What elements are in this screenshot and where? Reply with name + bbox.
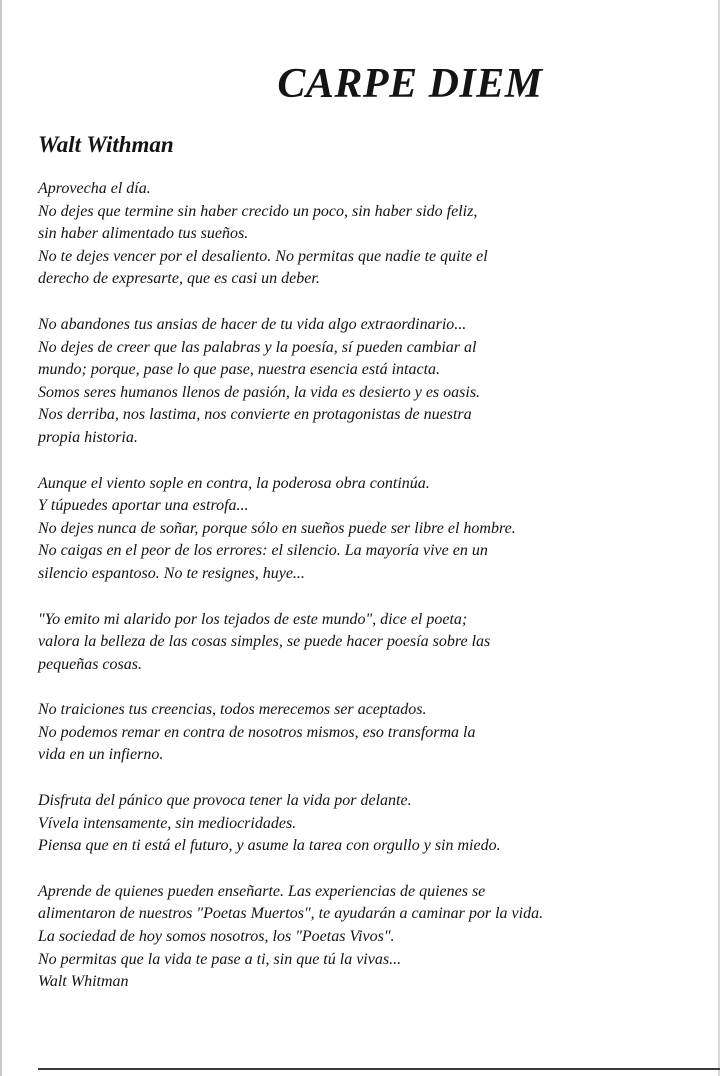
poem-line: No podemos remar en contra de nosotros mismos, eso transforma la [38, 723, 476, 741]
poem-line: Nos derriba, nos lastima, nos convierte en protagonistas de nuestra [38, 406, 472, 424]
stanza-1 [38, 178, 678, 291]
poem-line: mundo; porque, pase lo que pase, nuestra esencia está intacta. [38, 361, 441, 379]
poem-line: No permitas que la vida te pase a ti, sin que tú la vivas... [38, 950, 402, 968]
poem-line: Y túpuedes aportar una estrofa... [38, 497, 249, 515]
poem-line: Piensa que en ti está el futuro, y asume la tarea con orgullo y sin miedo. [38, 837, 501, 855]
poem-line: derecho de expresarte, que es casi un deber. [38, 270, 320, 288]
poem-line: Aprende de quienes pueden enseñarte. Las experiencias de quienes se [38, 882, 486, 900]
poem-line: propia historia. [38, 428, 138, 446]
poem-line: Somos seres humanos llenos de pasión, la vida es desierto y es oasis. [38, 383, 481, 401]
poem-line: No te dejes vencer por el desaliento. No permitas que nadie te quite el [38, 247, 488, 265]
poem-line: vida en un infierno. [38, 746, 164, 764]
stanza-3 [38, 473, 678, 586]
stanza-6 [38, 790, 678, 858]
poem-line: No abandones tus ansias de hacer de tu vida algo extraordinario... [38, 315, 467, 333]
poem-line: No dejes de creer que las palabras y la poesía, sí pueden cambiar al [38, 338, 477, 356]
poem-line: Vívela intensamente, sin mediocridades. [38, 814, 297, 832]
poem-signature: Walt Whitman [38, 973, 129, 991]
poem-author: Walt Withman [38, 132, 174, 157]
poem-line: valora la belleza de las cosas simples, se puede hacer poesía sobre las [38, 633, 491, 651]
poem-line: silencio espantoso. No te resignes, huye... [38, 564, 305, 582]
poem-line: Aprovecha el día. [38, 180, 151, 197]
poem-line: No dejes nunca de soñar, porque sólo en sueños puede ser libre el hombre. [38, 519, 516, 537]
page-left-edge [0, 0, 2, 1076]
stanza-2 [38, 314, 678, 450]
poem-line: Aunque el viento sople en contra, la poderosa obra continúa. [38, 474, 430, 492]
poem-title: CARPE DIEM [277, 61, 543, 107]
poem-line: La sociedad de hoy somos nosotros, los "Poetas Vivos". [38, 928, 395, 946]
poem-line: alimentaron de nuestros "Poetas Muertos", te ayudarán a caminar por la vida. [38, 905, 544, 923]
poem-line: Disfruta del pánico que provoca tener la vida por delante. [38, 792, 412, 810]
poem-line: "Yo emito mi alarido por los tejados de este mundo", dice el poeta; [38, 610, 468, 628]
poem-line: No caigas en el peor de los errores: el silencio. La mayoría vive en un [38, 542, 488, 560]
stanza-4 [38, 609, 678, 677]
bottom-divider [38, 1068, 720, 1070]
poem-body [38, 178, 678, 1017]
poem-line: sin haber alimentado tus sueños. [38, 225, 249, 243]
stanza-5 [38, 699, 678, 767]
poem-line: No dejes que termine sin haber crecido un poco, sin haber sido feliz, [38, 202, 478, 220]
poem-line: No traiciones tus creencias, todos merecemos ser aceptados. [38, 701, 427, 719]
stanza-7 [38, 881, 678, 994]
poem-line: pequeñas cosas. [38, 655, 142, 673]
